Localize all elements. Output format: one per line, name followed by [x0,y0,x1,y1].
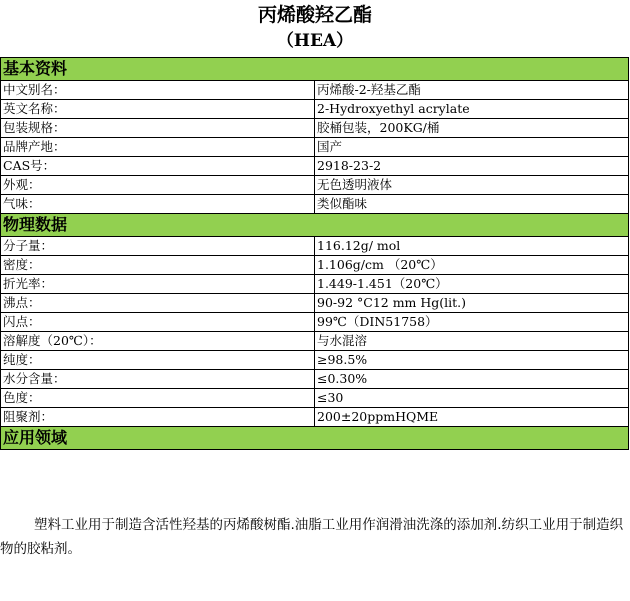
row-value: ≥98.5% [315,351,629,370]
table-row [1,157,629,176]
row-label: 密度： [1,256,315,275]
row-value: 与水混溶 [315,332,629,351]
table-row [1,294,629,313]
row-label: 沸点： [1,294,315,313]
row-value: 116.12g/ mol [315,237,629,256]
row-label: 品牌产地： [1,138,315,157]
row-label: CAS号： [1,157,315,176]
row-value: 2-Hydroxyethyl acrylate [315,100,629,119]
row-label: 阻聚剂： [1,408,315,427]
section-header-application [1,427,629,450]
row-label: 气味： [1,195,315,214]
table-row [1,351,629,370]
table-row [1,119,629,138]
table-row [1,313,629,332]
row-value: 2918-23-2 [315,157,629,176]
application-text: 塑料工业用于制造含活性羟基的丙烯酸树酯.油脂工业用作润滑油洗涤的添加剂.纺织工业用于制造织物的胶粘剂。 [0,517,624,557]
row-label: 包装规格： [1,119,315,138]
row-value: ≤0.30% [315,370,629,389]
spec-table [0,57,629,450]
row-label: 外观： [1,176,315,195]
table-row [1,176,629,195]
row-value: 90-92 °C12 mm Hg(lit.) [315,294,629,313]
table-row [1,389,629,408]
row-label: 色度： [1,389,315,408]
page-subtitle: （HEA） [276,31,354,51]
row-value: 国产 [315,138,629,157]
table-row [1,332,629,351]
table-row [1,100,629,119]
section-title: 基本资料 [1,58,629,81]
row-value: 1.449-1.451（20℃） [315,275,629,294]
row-label: 中文别名： [1,81,315,100]
table-row [1,370,629,389]
table-row [1,275,629,294]
row-label: 水分含量： [1,370,315,389]
row-value: 类似酯味 [315,195,629,214]
section-header-physical [1,214,629,237]
row-value: ≤30 [315,389,629,408]
table-row [1,256,629,275]
row-value: 99℃（DIN51758） [315,313,629,332]
section-title: 应用领域 [1,427,629,450]
row-label: 分子量： [1,237,315,256]
row-value: 无色透明液体 [315,176,629,195]
row-label: 折光率： [1,275,315,294]
row-label: 英文名称： [1,100,315,119]
row-value: 200±20ppmHQME [315,408,629,427]
table-row [1,237,629,256]
row-label: 闪点： [1,313,315,332]
row-value: 丙烯酸-2-羟基乙酯 [315,81,629,100]
row-label: 纯度： [1,351,315,370]
row-value: 1.106g/cm （20℃） [315,256,629,275]
row-value: 胶桶包装，200KG/桶 [315,119,629,138]
table-row [1,408,629,427]
table-row [1,138,629,157]
section-header-basic [1,58,629,81]
row-label: 溶解度（20℃）： [1,332,315,351]
table-row [1,195,629,214]
table-row [1,81,629,100]
page-title: 丙烯酸羟乙酯 [257,4,372,26]
section-title: 物理数据 [1,214,629,237]
